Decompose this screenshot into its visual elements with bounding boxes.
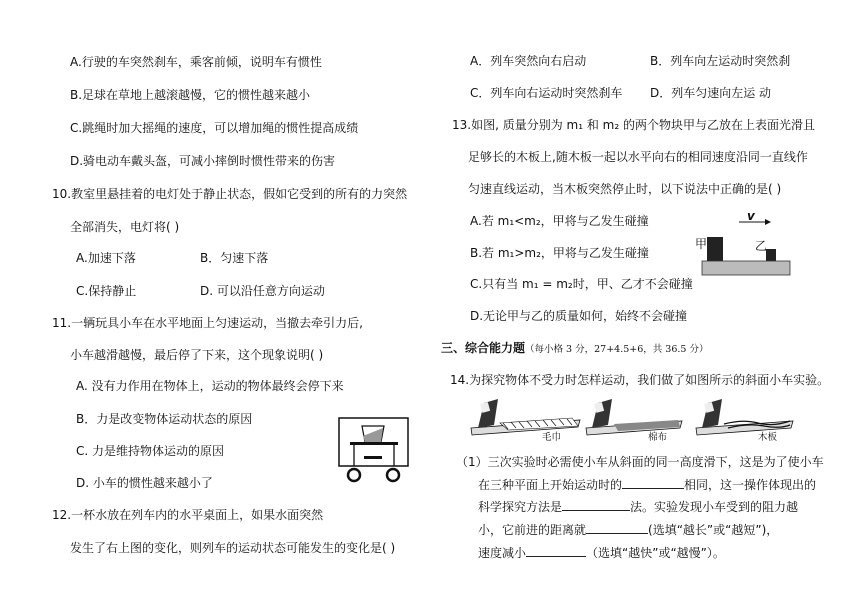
q11-stem-line1: 11.一辆玩具小车在水平地面上匀速运动，当撤去牵引力后, [52,316,363,330]
q11-option-a: A. 没有力作用在物体上，运动的物体最终会停下来 [76,379,344,393]
blank-2[interactable] [562,500,630,511]
q10-option-a: A.加速下落 [76,251,136,265]
q14-part1-line3: 科学探究方法是 法。实验发现小车受到的阻力越 [478,500,799,514]
q12-option-d: D．列车匀速向左运 动 [650,86,772,100]
q11-option-c: C. 力是维持物体运动的原因 [76,444,225,458]
blocks-on-board-figure [695,209,795,277]
q13-stem-line2: 足够长的木板上,随木板一起以水平向右的相同速度沿同一直线作 [468,150,808,164]
q13-stem-line1: 13.如图, 质量分别为 m₁ 和 m₂ 的两个物块甲与乙放在上表面光滑且 [452,118,815,132]
q14-part1-line5: 速度减小 （选填“越快”或“越慢”）。 [478,546,725,560]
q14-stem: 14.为探究物体不受力时怎样运动，我们做了如图所示的斜面小车实验。 [450,373,830,387]
q13-option-c: C.只有当 m₁ = m₂时，甲、乙才不会碰撞 [470,277,693,291]
q13-option-a: A.若 m₁<m₂，甲将与乙发生碰撞 [470,214,649,228]
section-3-heading [441,341,708,357]
fig-label-jia: 甲 [695,237,708,251]
q11-option-d: D. 小车的惯性越来越小了 [76,476,213,490]
q12-option-b: B．列车向左运动时突然刹 [650,54,791,68]
q11-stem-line2: 小车越滑越慢，最后停了下来，这个现象说明( ) [70,348,324,362]
q10-option-c: C.保持静止 [76,284,137,298]
q11-option-b: B．力是改变物体运动状态的原因 [76,412,253,426]
label-wood: 木板 [758,432,778,443]
q10-stem-line2: 全部消失，电灯将( ) [70,220,180,234]
q9-option-a: A.行驶的车突然刹车，乘客前倾，说明车有惯性 [70,55,322,69]
label-towel: 毛巾 [542,432,562,443]
fig-label-v: v [747,209,755,223]
q12-stem-line1: 12.一杯水放在列车内的水平桌面上，如果水面突然 [52,508,324,522]
q9-option-d: D.骑电动车戴头盔，可减小摔倒时惯性带来的伤害 [70,154,336,168]
q13-option-d: D.无论甲与乙的质量如何，始终不会碰撞 [470,309,688,323]
blank-4[interactable] [526,546,586,557]
incline-experiment-figure [468,395,800,445]
q12-stem-line2: 发生了右上图的变化，则列车的运动状态可能发生的变化是( ) [70,541,396,555]
q10-option-d: D. 可以沿任意方向运动 [200,284,325,298]
q12-option-c: C．列车向右运动时突然刹车 [470,86,623,100]
q13-stem-line3: 匀速直线运动，当木板突然停止时，以下说法中正确的是( ) [468,182,782,196]
label-cotton: 棉布 [648,432,668,443]
section-3-title: 三、综合能力题 [441,341,526,355]
q12-option-a: A．列车突然向右启动 [470,54,587,68]
section-3-note: （每小格 3 分，27+4.5+6，共 36.5 分） [525,344,709,355]
q14-part1-line4: 小，它前进的距离就 (选填“越长”或“越短”)， [478,523,779,537]
q14-part1-line1: （1）三次实验时必需使小车从斜面的同一高度滑下，这是为了使小车 [456,455,824,469]
q9-option-b: B.足球在草地上越滚越慢，它的惯性越来越小 [70,88,311,102]
q14-part1-line2: 在三种平面上开始运动时的 相同，这一操作体现出的 [478,478,817,492]
q10-option-b: B．匀速下落 [200,251,269,265]
blank-1[interactable] [622,478,684,489]
q13-option-b: B.若 m₁>m₂，甲将与乙发生碰撞 [470,246,649,260]
blank-3[interactable] [586,523,648,534]
q10-stem-line1: 10.教室里悬挂着的电灯处于静止状态，假如它受到的所有的力突然 [52,187,408,201]
train-water-cup-figure [336,416,412,488]
q9-option-c: C.跳绳时加大摇绳的速度，可以增加绳的惯性提高成绩 [70,121,359,135]
fig-label-yi: 乙 [755,239,768,253]
